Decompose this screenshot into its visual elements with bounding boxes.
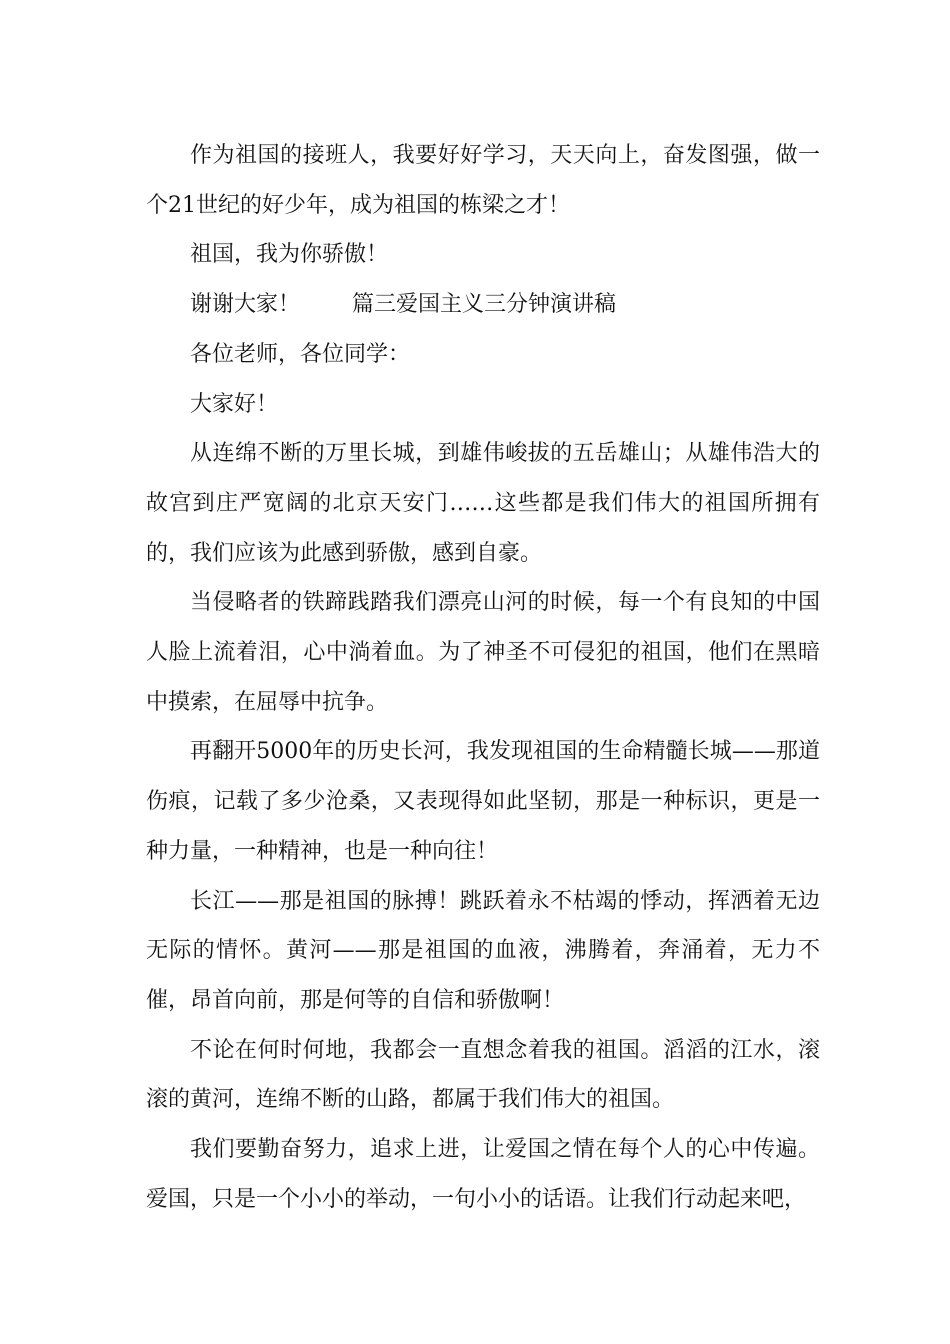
paragraph: 各位老师，各位同学： <box>190 341 411 367</box>
paragraph-with-heading <box>146 280 820 330</box>
section-heading: 篇三爱国主义三分钟演讲稿 <box>352 292 617 318</box>
paragraph: 长江——那是祖国的脉搏！跳跃着永不枯竭的悸动，挥洒着无边无际的情怀。黄河——那是祖国的血液，沸腾着，奔涌着，无力不催，昂首向前，那是何等的自信和骄傲啊！ <box>146 888 820 1013</box>
paragraph: 作为祖国的接班人，我要好好学习，天天向上，奋发图强，做一个21世纪的好少年，成为祖国的栋梁之才！ <box>146 143 820 218</box>
paragraph: 从连绵不断的万里长城，到雄伟峻拔的五岳雄山；从雄伟浩大的故宫到庄严宽阔的北京天安门……这些都是我们伟大的祖国所拥有的，我们应该为此感到骄傲，感到自豪。 <box>146 441 820 566</box>
paragraph: 当侵略者的铁蹄践踏我们漂亮山河的时候，每一个有良知的中国人脸上流着泪，心中淌着血。为了神圣不可侵犯的祖国，他们在黑暗中摸索，在屈辱中抗争。 <box>146 590 820 715</box>
document-body <box>146 131 820 1224</box>
paragraph: 祖国，我为你骄傲！ <box>190 242 389 268</box>
paragraph: 大家好！ <box>190 391 279 417</box>
paragraph: 再翻开5000年的历史长河，我发现祖国的生命精髓长城——那道伤痕，记载了多少沧桑，又表现得如此坚韧，那是一种标识，更是一种力量，一种精神，也是一种向往！ <box>146 739 820 864</box>
paragraph: 不论在何时何地，我都会一直想念着我的祖国。滔滔的江水，滚滚的黄河，连绵不断的山路，都属于我们伟大的祖国。 <box>146 1037 820 1113</box>
paragraph: 我们要勤奋努力，追求上进，让爱国之情在每个人的心中传遍。爱国，只是一个小小的举动，一句小小的话语。让我们行动起来吧， <box>146 1137 820 1212</box>
closing-text: 谢谢大家！ <box>190 292 301 318</box>
